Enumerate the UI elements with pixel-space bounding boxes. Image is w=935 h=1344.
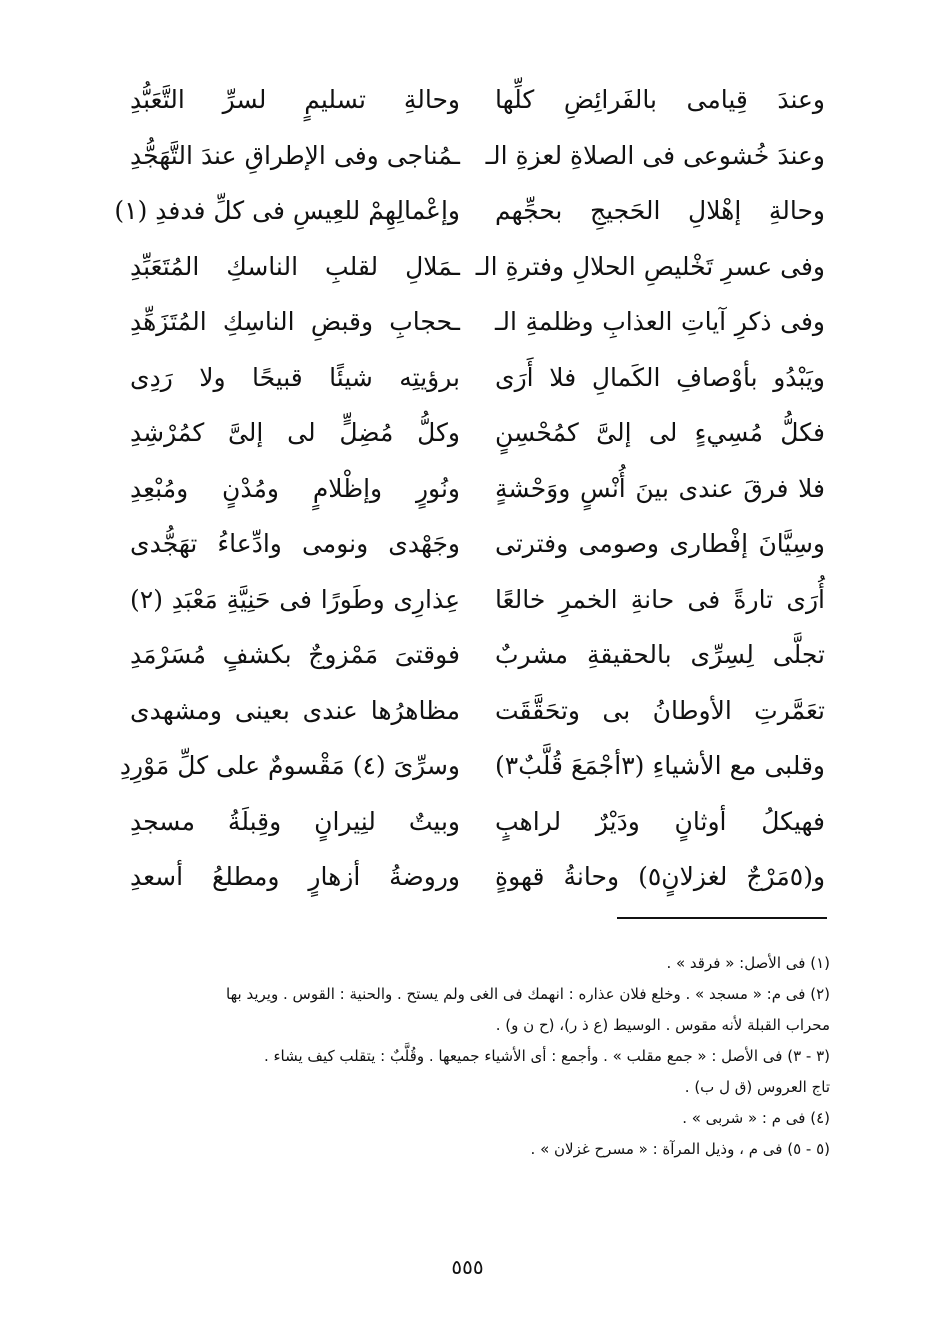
page-number: ٥٥٥ — [451, 1255, 484, 1279]
verse-second-hemistich: وكلُّ مُضِلٍّ لى إلىَّ كمُرْشِدِ — [130, 418, 460, 447]
verse-first-hemistich: وحالةِ إهْلالِ الحَجيجِ بحجِّهم — [495, 196, 825, 225]
verse-second-hemistich: فوقتىَ مَمْزوجٌ بكشفٍ مُسَرْمَدِ — [130, 640, 460, 669]
verse-first-hemistich: وعندَ خُشوعى فى الصلاةِ لعزةِ الـ — [485, 140, 825, 170]
verse-first-hemistich: وفى عسرِ تَخْليصِ الحلالِ وفترةِ الـ — [475, 251, 825, 281]
verse-second-hemistich: ـمُناجى وفى الإطراقِ عندَ التَّهَجُّدِ — [130, 140, 460, 170]
footnote-line: (٣ - ٣) فى الأصل : « جمع مقلب » . وأجمع : أى الأشياء جميعها . وقُلَّبٌ : يتقلب كيف يشاء . — [263, 1047, 830, 1065]
verse-first-hemistich: فكلُّ مُسِيءٍ لى إلىَّ كمُحْسِنٍ — [495, 418, 825, 447]
verse-second-hemistich: ـمَلالِ لقلبِ الناسكِ المُتَعَبِّدِ — [130, 251, 460, 281]
verse-first-hemistich: فلا فرقَ عندى بينَ أُنْسٍ ووَحْشةٍ — [495, 473, 825, 503]
verse-second-hemistich: وحالةِ تسليمٍ لسرِّ التَّعَبُّدِ — [130, 85, 460, 114]
verse-second-hemistich: وروضةُ أزهارٍ ومطلعُ أسعدِ — [130, 862, 460, 891]
footnote-line: (٢) فى م: « مسجد » . وخلع فلان عذاره : انهمك فى الغى ولم يستح . والحنية : القوس . ويريد بها — [226, 985, 830, 1003]
verse-second-hemistich: وبيتٌ لنِيرانٍ وقِبلَةُ مسجدِ — [130, 806, 460, 836]
verse-first-hemistich: تجلَّى لِسِرِّى بالحقيقةِ مشربٌ — [495, 640, 825, 669]
footnote-line: (٥ - ٥) فى م ، وذيل المرآة : « مسرح غزلان » . — [530, 1140, 830, 1158]
footnote-divider — [617, 917, 827, 919]
verse-second-hemistich: برؤيتِه شيئًا قبيحًا ولا رَدِى — [130, 362, 460, 392]
verse-first-hemistich: وفى ذكرِ آياتِ العذابِ وظلمةِ الـ — [495, 307, 825, 336]
verse-second-hemistich: عِذارِى وطَورًا فى حَنِيَّةِ مَعْبَدِ (٢) — [130, 584, 460, 614]
footnote-line: محراب القبلة لأنه مقوس . الوسيط (ع ذ ر)، (ح ن و) . — [495, 1016, 830, 1034]
verse-second-hemistich: ونُورٍ وإظْلامٍ ومُدْنٍ ومُبْعِدِ — [130, 473, 460, 503]
verse-first-hemistich: تعَمَّرتِ الأوطانُ بى وتحَقَّقَت — [495, 695, 825, 725]
footnote-line: تاج العروس (ق ل ب) . — [684, 1078, 830, 1096]
verse-first-hemistich: و(٥مَرْجٌ لغزلانٍ٥) وحانةُ قهوةٍ — [495, 862, 826, 891]
verse-first-hemistich: أُرَى تارةً فى حانةِ الخمرِ خالعًا — [495, 584, 825, 614]
verse-second-hemistich: وسرِّىَ (٤) مَقْسومٌ على كلِّ مَوْرِدِ — [119, 751, 460, 780]
verse-first-hemistich: وعندَ قِيامى بالفَرائِضِ كلِّها — [495, 85, 825, 114]
verse-first-hemistich: وقلبى مع الأشياءِ (٣أجْمَعَ قُلَّبٌ٣) — [495, 751, 825, 780]
verse-second-hemistich: مظاهرُها عندى بعينى ومشهدى — [130, 695, 460, 725]
verse-first-hemistich: وسِيَّانَ إفْطارى وصومى وفترتى — [495, 529, 825, 558]
verse-second-hemistich: وإعْمالِهِمْ للعِيسِ فى كلِّ فدفدِ (١) — [114, 196, 460, 225]
footnote-line: (١) فى الأصل: « فرقد » . — [666, 954, 830, 972]
verse-first-hemistich: فهيكلُ أوثانٍ ودَيْرٌ لراهبٍ — [495, 806, 825, 836]
poem-body — [100, 72, 835, 892]
footnote-line: (٤) فى م : « شربى » . — [682, 1109, 830, 1127]
footnotes — [95, 948, 830, 1165]
verse-second-hemistich: وجَهْدى ونومى وادِّعاءُ تهَجُّدى — [130, 529, 460, 558]
poem-left-column — [114, 72, 460, 905]
poem-right-column — [475, 72, 826, 905]
verse-first-hemistich: ويَبْدُو بأوْصافِ الكَمالِ فلا أَرَى — [495, 362, 825, 392]
verse-second-hemistich: ـحجابِ وقبضِ الناسِكِ المُتَزَهِّدِ — [130, 307, 460, 336]
